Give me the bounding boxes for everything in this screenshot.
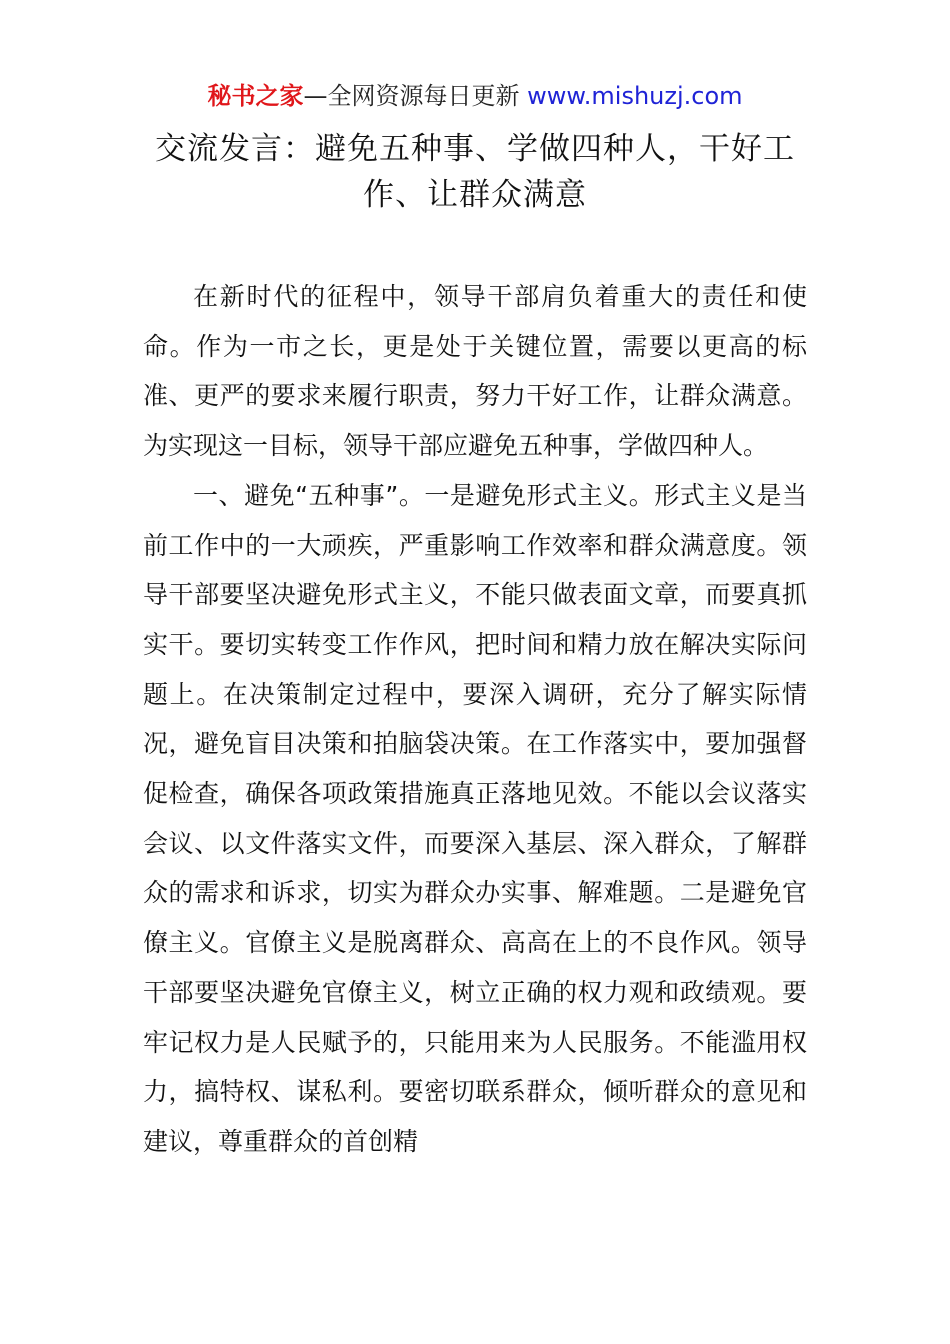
document-body xyxy=(143,272,807,1167)
document-title: 交流发言：避免五种事、学做四种人，干好工作、让群众满意 xyxy=(155,131,795,213)
paragraph-intro: 在新时代的征程中，领导干部肩负着重大的责任和使命。作为一市之长，更是处于关键位置，需要以更高的标准、更严的要求来履行职责，努力干好工作，让群众满意。为实现这一目标，领导干部应避免五种事，学做四种人。 xyxy=(143,282,807,461)
paragraph-section-one: 一、避免“五种事”。一是避免形式主义。形式主义是当前工作中的一大顽疾，严重影响工作效率和群众满意度。领导干部要坚决避免形式主义，不能只做表面文章，而要真抓实干。要切实转变工作作风，把时间和精力放在解决实际问题上。在决策制定过程中，要深入调研，充分了解实际情况，避免盲目决策和拍脑袋决策。在工作落实中，要加强督促检查，确保各项政策措施真正落地见效。不能以会议落实会议、以文件落实文件，而要深入基层、深入群众，了解群众的需求和诉求，切实为群众办实事、解难题。二是避免官僚主义。官僚主义是脱离群众、高高在上的不良作风。领导干部要坚决避免官僚主义，树立正确的权力观和政绩观。要牢记权力是人民赋予的，只能用来为人民服务。不能滥用权力，搞特权、谋私利。要密切联系群众，倾听群众的意见和建议，尊重群众的首创精 xyxy=(143,480,807,1156)
site-header xyxy=(0,78,950,114)
brand-name: 秘书之家 xyxy=(207,82,304,110)
site-url-link[interactable]: www.mishuzj.com xyxy=(527,82,743,110)
header-tagline: —全网资源每日更新 xyxy=(303,82,528,110)
